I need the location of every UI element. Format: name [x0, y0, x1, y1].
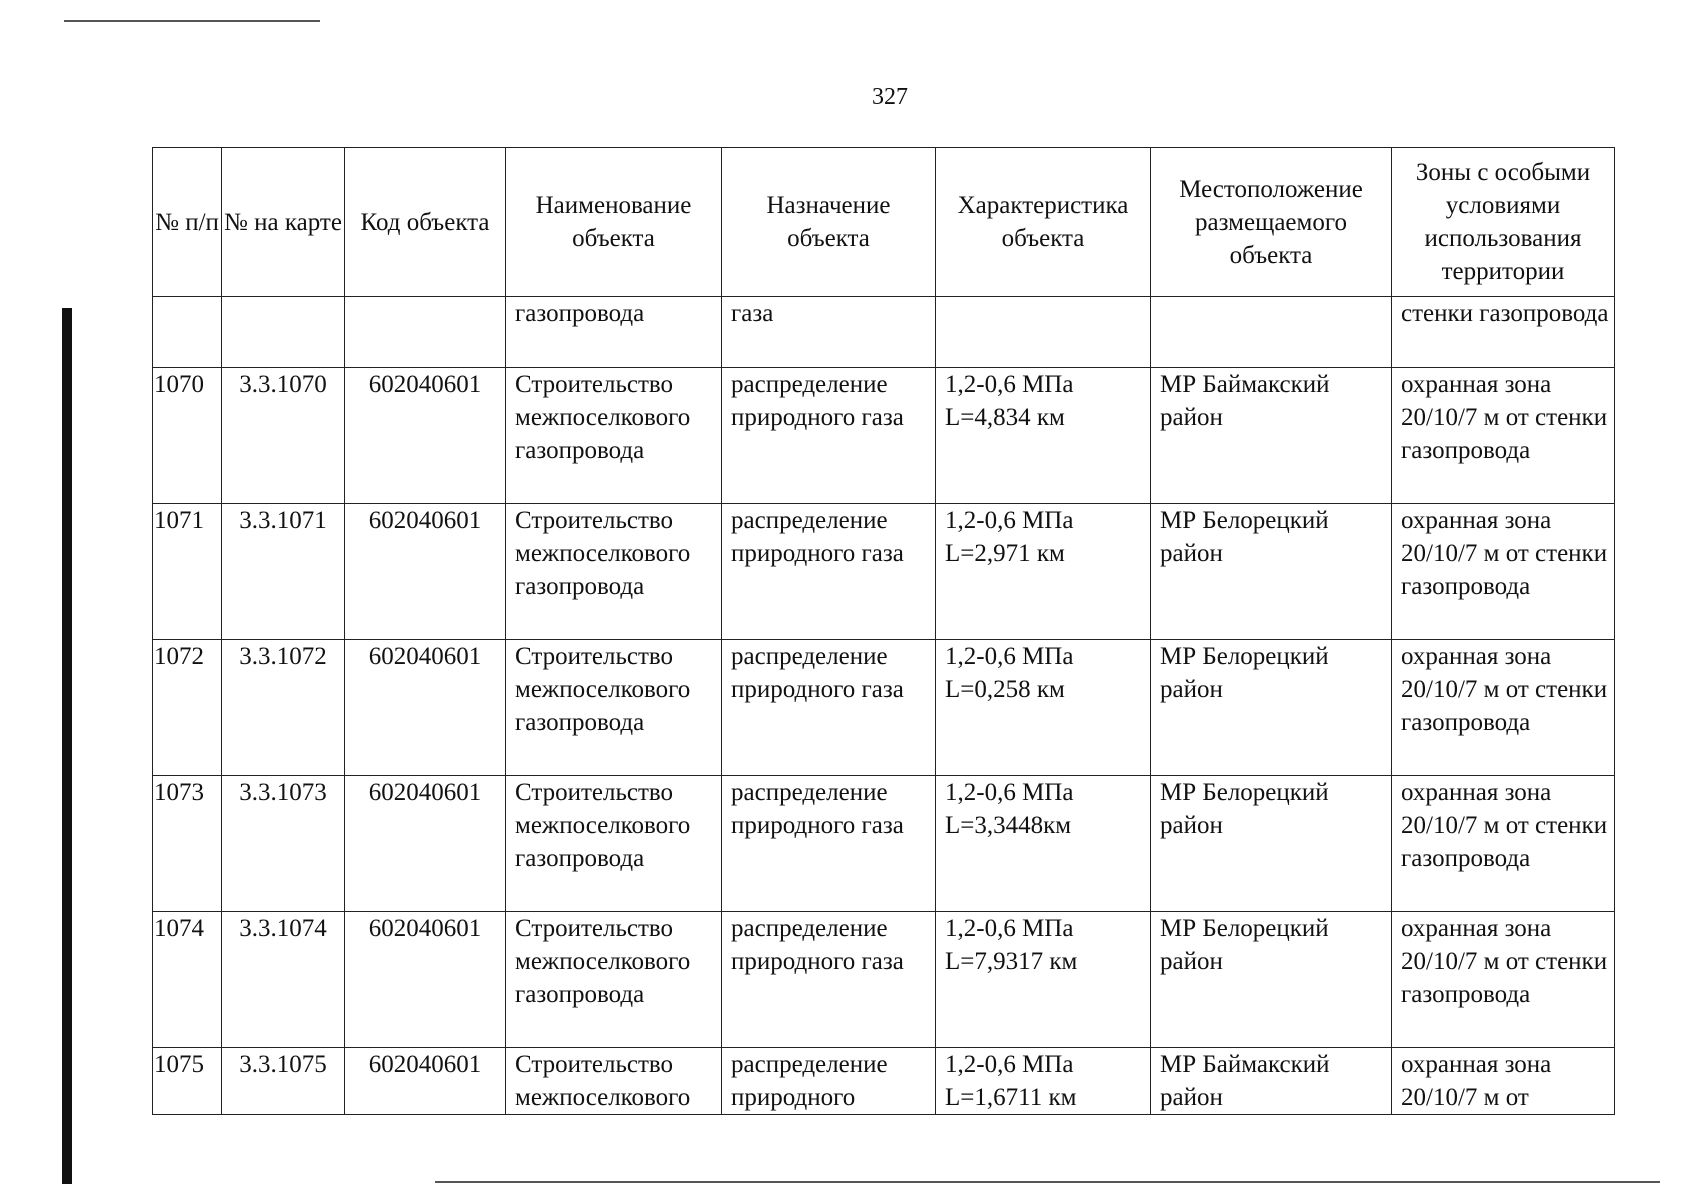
cell-map: 3.3.1072: [222, 640, 345, 776]
header-cell-location: Местоположение размещаемого объекта: [1151, 148, 1392, 297]
cell-characteristic: [936, 1048, 1151, 1115]
table-row: [153, 368, 1615, 504]
cell-location: МР Баймакский район: [1151, 368, 1392, 504]
cell-code: 602040601: [345, 776, 506, 912]
cell-map: 3.3.1071: [222, 504, 345, 640]
table-row: [153, 504, 1615, 640]
header-cell-characteristic: Характеристика объекта: [936, 148, 1151, 297]
cell-name: Строительство межпоселкового: [506, 1048, 722, 1115]
table-row-continuation: [153, 297, 1615, 368]
cell-location: МР Белорецкий район: [1151, 640, 1392, 776]
cell-num: 1073: [153, 776, 222, 912]
length-value: L=7,9317 км: [945, 948, 1078, 975]
cell-purpose: распределение природного газа: [722, 776, 936, 912]
cell-zone: охранная зона 20/10/7 м от стенки газопровода: [1392, 504, 1615, 640]
length-value: L=4,834 км: [945, 404, 1065, 431]
cell-purpose: распределение природного газа: [722, 504, 936, 640]
header-cell-zones: Зоны с особыми условиями использования территории: [1392, 148, 1615, 297]
cell-location: МР Белорецкий район: [1151, 776, 1392, 912]
cell-zone: охранная зона 20/10/7 м от стенки газопровода: [1392, 776, 1615, 912]
cell-code: [345, 297, 506, 368]
table-row: [153, 1048, 1615, 1115]
table-row: [153, 640, 1615, 776]
cell-code: 602040601: [345, 640, 506, 776]
scan-edge-line-bottom: [435, 1181, 1660, 1183]
page-number: 327: [872, 84, 908, 110]
cell-characteristic: [936, 640, 1151, 776]
pressure-value: 1,2-0,6 МПа: [945, 779, 1074, 806]
cell-location: МР Баймакский район: [1151, 1048, 1392, 1115]
cell-num: 1075: [153, 1048, 222, 1115]
table-header-row: [153, 148, 1615, 297]
cell-name: Строительство межпоселкового газопровода: [506, 368, 722, 504]
cell-purpose: распределение природного газа: [722, 640, 936, 776]
scan-edge-bar-left: [62, 308, 72, 1184]
cell-zone: охранная зона 20/10/7 м от: [1392, 1048, 1615, 1115]
length-value: L=3,3448км: [945, 812, 1072, 839]
cell-num: 1071: [153, 504, 222, 640]
cell-map: 3.3.1074: [222, 912, 345, 1048]
cell-characteristic: [936, 504, 1151, 640]
cell-location: МР Белорецкий район: [1151, 504, 1392, 640]
cell-map: 3.3.1073: [222, 776, 345, 912]
cell-purpose: газа: [722, 297, 936, 368]
cell-zone: охранная зона 20/10/7 м от стенки газопровода: [1392, 640, 1615, 776]
cell-characteristic: [936, 368, 1151, 504]
length-value: L=2,971 км: [945, 540, 1065, 567]
cell-name: Строительство межпоселкового газопровода: [506, 912, 722, 1048]
cell-purpose: распределение природного газа: [722, 368, 936, 504]
cell-location: МР Белорецкий район: [1151, 912, 1392, 1048]
objects-table: [152, 147, 1615, 1115]
pressure-value: 1,2-0,6 МПа: [945, 507, 1074, 534]
cell-zone: стенки газопровода: [1392, 297, 1615, 368]
cell-code: 602040601: [345, 1048, 506, 1115]
header-cell-code: Код объекта: [345, 148, 506, 297]
cell-purpose: распределение природного: [722, 1048, 936, 1115]
header-cell-map: № на карте: [222, 148, 345, 297]
length-value: L=0,258 км: [945, 676, 1065, 703]
cell-name: Строительство межпоселкового газопровода: [506, 504, 722, 640]
cell-location: [1151, 297, 1392, 368]
cell-map: 3.3.1075: [222, 1048, 345, 1115]
table-row: [153, 776, 1615, 912]
cell-name: Строительство межпоселкового газопровода: [506, 776, 722, 912]
cell-name: газопровода: [506, 297, 722, 368]
cell-map: 3.3.1070: [222, 368, 345, 504]
scan-edge-line-top: [64, 20, 320, 22]
pressure-value: 1,2-0,6 МПа: [945, 643, 1074, 670]
header-cell-name: Наименование объекта: [506, 148, 722, 297]
pressure-value: 1,2-0,6 МПа: [945, 1051, 1074, 1078]
cell-purpose: распределение природного газа: [722, 912, 936, 1048]
cell-num: [153, 297, 222, 368]
pressure-value: 1,2-0,6 МПа: [945, 371, 1074, 398]
table-row: [153, 912, 1615, 1048]
cell-name: Строительство межпоселкового газопровода: [506, 640, 722, 776]
cell-num: 1072: [153, 640, 222, 776]
cell-map: [222, 297, 345, 368]
cell-zone: охранная зона 20/10/7 м от стенки газопровода: [1392, 368, 1615, 504]
cell-code: 602040601: [345, 504, 506, 640]
length-value: L=1,6711 км: [945, 1084, 1077, 1111]
header-cell-num: № п/п: [153, 148, 222, 297]
cell-code: 602040601: [345, 368, 506, 504]
cell-num: 1074: [153, 912, 222, 1048]
cell-zone: охранная зона 20/10/7 м от стенки газопровода: [1392, 912, 1615, 1048]
cell-characteristic: [936, 297, 1151, 368]
header-cell-purpose: Назначение объекта: [722, 148, 936, 297]
cell-num: 1070: [153, 368, 222, 504]
cell-characteristic: [936, 776, 1151, 912]
cell-code: 602040601: [345, 912, 506, 1048]
cell-characteristic: [936, 912, 1151, 1048]
pressure-value: 1,2-0,6 МПа: [945, 915, 1074, 942]
